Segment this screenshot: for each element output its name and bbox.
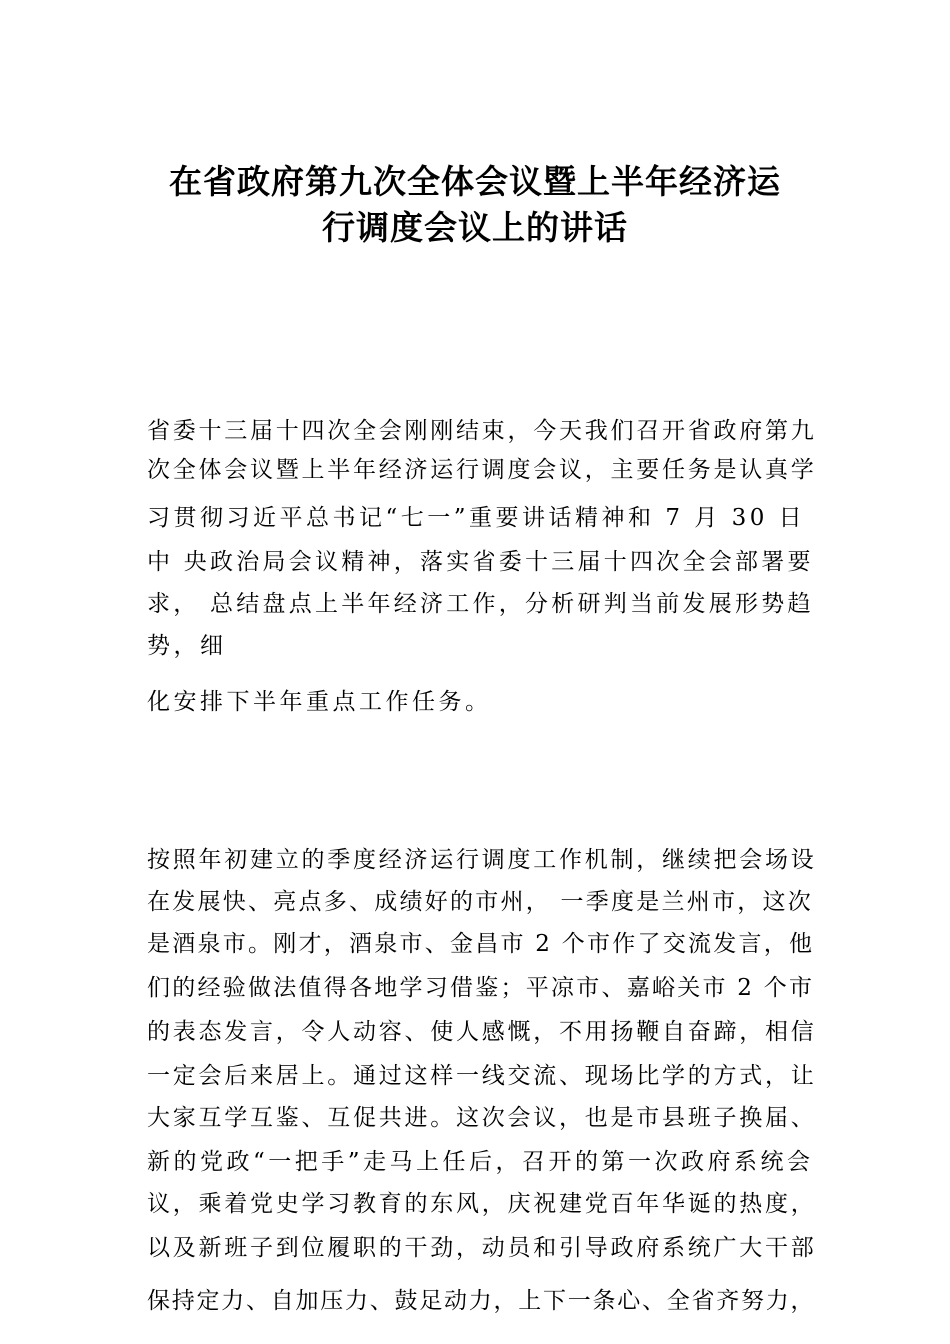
paragraph-3-line-7: 大家互学互鉴、互促共进。这次会议，也是市县班子换届、	[147, 1105, 817, 1131]
paragraph-2-line-1: 化安排下半年重点工作任务。	[147, 689, 492, 715]
paragraph-1-line-2: 次全体会议暨上半年经济运行调度会议，主要任务是认真学	[147, 457, 817, 483]
paragraph-1-line-5: 求， 总结盘点上半年经济工作，分析研判当前发展形势趋	[147, 591, 814, 617]
paragraph-3-line-1: 按照年初建立的季度经济运行调度工作机制，继续把会场设	[147, 847, 817, 873]
paragraph-3-line-4: 们的经验做法值得各地学习借鉴；平凉市、嘉峪关市 2 个市	[147, 975, 815, 1001]
paragraph-3-line-10: 以及新班子到位履职的干劲，动员和引导政府系统广大干部	[147, 1235, 817, 1261]
paragraph-4-line-1: 保持定力、自加压力、鼓足动力，上下一条心、全省齐努力，	[147, 1288, 816, 1314]
paragraph-1-line-6: 势，细	[147, 633, 227, 659]
paragraph-3-line-2: 在发展快、亮点多、成绩好的市州， 一季度是兰州市，这次	[147, 889, 814, 915]
paragraph-3-line-9: 议，乘着党史学习教育的东风，庆祝建党百年华诞的热度，	[147, 1191, 817, 1217]
paragraph-3-line-5: 的表态发言，令人动容、使人感慨，不用扬鞭自奋蹄，相信	[147, 1019, 817, 1045]
paragraph-1-line-4: 中 央政治局会议精神，落实省委十三届十四次全会部署要	[147, 549, 814, 575]
document-title-line-1: 在省政府第九次全体会议暨上半年经济运	[169, 162, 781, 201]
paragraph-3-line-3: 是酒泉市。刚才，酒泉市、金昌市 2 个市作了交流发言，他	[147, 931, 815, 957]
paragraph-1-line-3: 习贯彻习近平总书记“七一”重要讲话精神和 7 月 30 日	[147, 505, 806, 531]
paragraph-3-line-6: 一定会后来居上。通过这样一线交流、现场比学的方式，让	[147, 1063, 817, 1089]
document-title-line-2: 行调度会议上的讲话	[322, 208, 628, 247]
paragraph-3-line-8: 新的党政“一把手”走马上任后，召开的第一次政府系统会	[147, 1149, 814, 1175]
paragraph-1-line-1: 省委十三届十四次全会刚刚结束，今天我们召开省政府第九	[147, 418, 817, 444]
